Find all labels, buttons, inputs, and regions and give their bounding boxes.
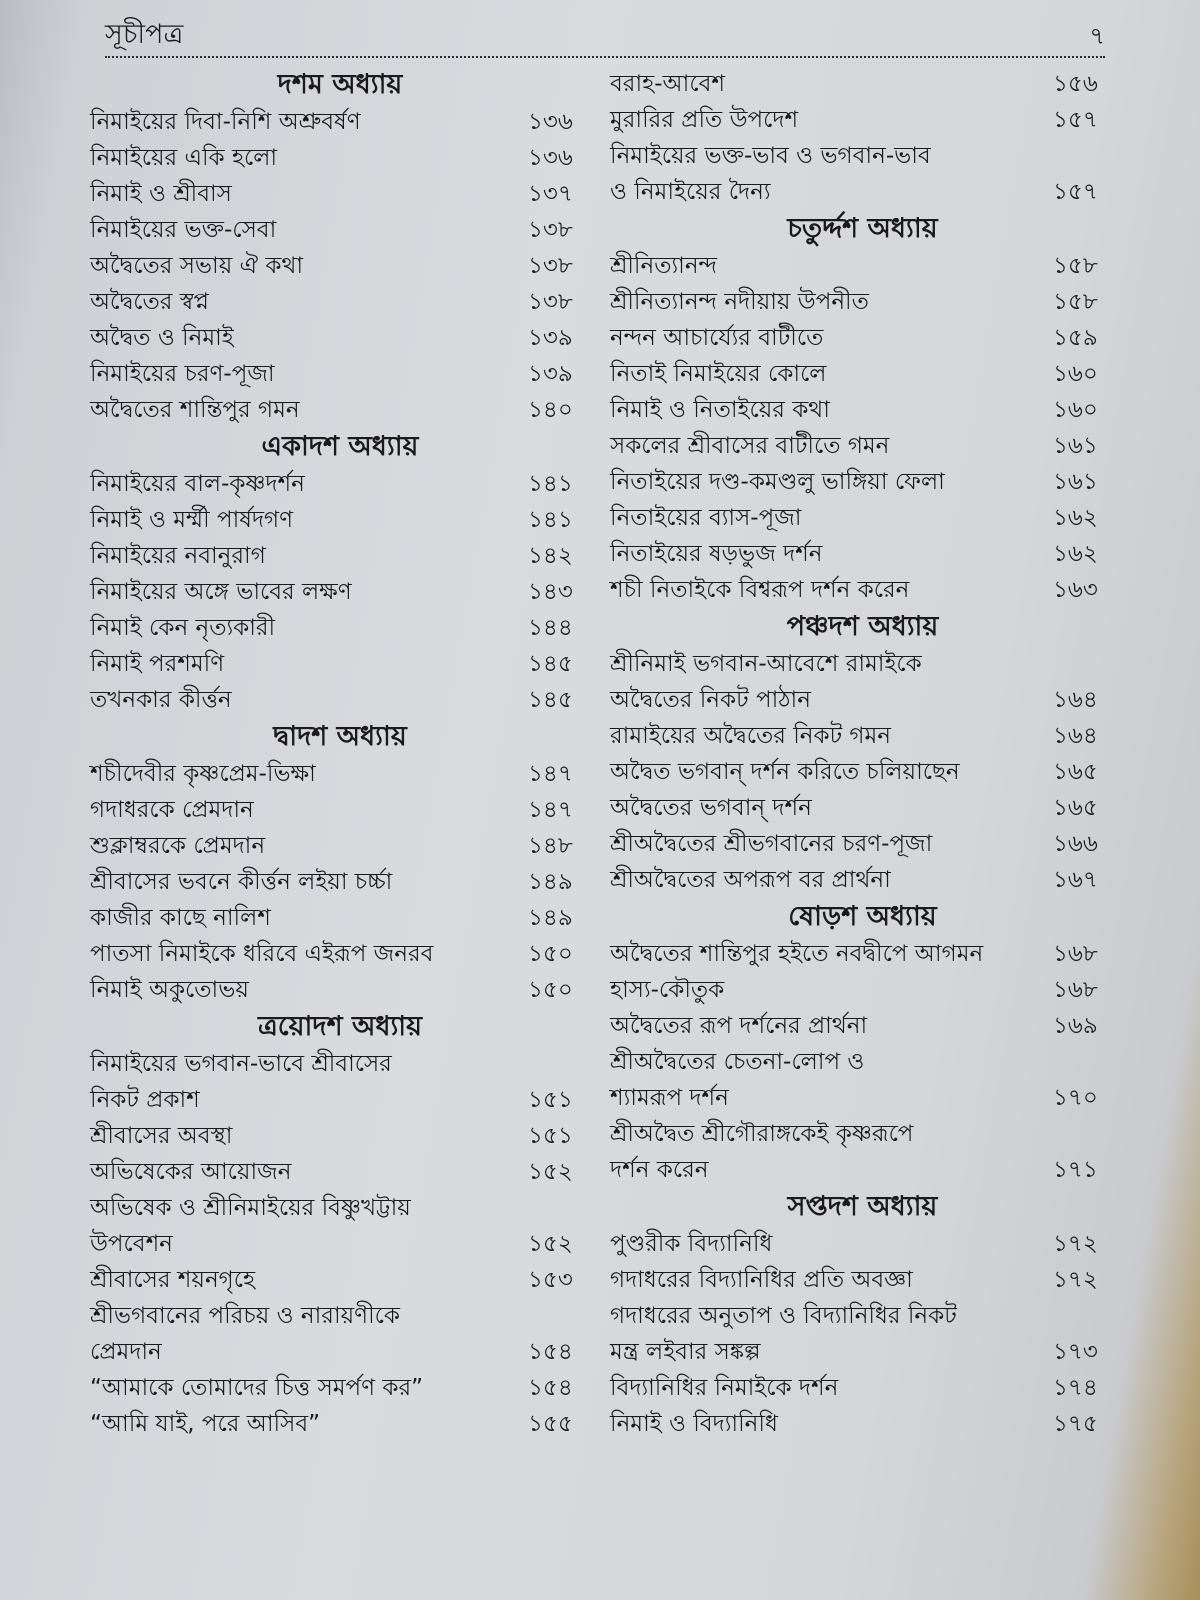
toc-entry[interactable] bbox=[90, 320, 590, 356]
entry-title: নিমাইয়ের অঙ্গে ভাবের লক্ষণ bbox=[90, 579, 352, 605]
entry-page-number: ১৬৭ bbox=[1053, 867, 1098, 893]
toc-entry[interactable] bbox=[610, 1008, 1115, 1044]
entry-page-number: ১৭২ bbox=[1053, 1267, 1098, 1293]
toc-entry[interactable] bbox=[610, 102, 1115, 138]
entry-title: শ্রীবাসের শয়নগৃহে bbox=[90, 1267, 256, 1293]
entry-page-number: ১৬৪ bbox=[1053, 687, 1098, 713]
toc-entry[interactable] bbox=[610, 66, 1115, 102]
entry-title: অদ্বৈতের ভগবান্ দর্শন bbox=[610, 795, 812, 821]
entry-page-number: ১৪১ bbox=[528, 471, 573, 497]
entry-title: নিমাইয়ের একি হলো bbox=[90, 145, 278, 171]
entry-page-number: ১৫৭ bbox=[1053, 179, 1098, 205]
entry-title: পুণ্ডরীক বিদ্যানিধি bbox=[610, 1231, 773, 1257]
toc-entry[interactable] bbox=[610, 1116, 1115, 1188]
entry-page-number: ১৬২ bbox=[1053, 505, 1098, 531]
entry-page-number: ১৫৮ bbox=[1053, 253, 1098, 279]
entry-page-number: ১৭০ bbox=[1053, 1085, 1098, 1111]
entry-page-number: ১৩৮ bbox=[528, 253, 573, 279]
toc-entry[interactable] bbox=[610, 1298, 1115, 1370]
toc-entry[interactable] bbox=[90, 936, 590, 972]
entry-page-number: ১৫৯ bbox=[1053, 325, 1098, 351]
entry-title: নিমাইয়ের ভক্ত-ভাব ও ভগবান-ভাব ও নিমাইয়ের দৈন্য bbox=[610, 143, 931, 205]
toc-entry[interactable] bbox=[90, 392, 590, 428]
entry-page-number: ১৪৫ bbox=[528, 687, 573, 713]
entry-page-number: ১৪৫ bbox=[528, 651, 573, 677]
entry-page-number: ১৭৫ bbox=[1053, 1411, 1098, 1437]
toc-entry[interactable] bbox=[90, 502, 590, 538]
toc-entry[interactable] bbox=[610, 972, 1115, 1008]
toc-entry[interactable] bbox=[90, 900, 590, 936]
page-number: ৭ bbox=[1089, 22, 1105, 50]
toc-entry[interactable] bbox=[90, 248, 590, 284]
entry-page-number: ১৩৬ bbox=[528, 109, 573, 135]
entry-title: শ্রীঅদ্বৈতের শ্রীভগবানের চরণ-পূজা bbox=[610, 831, 933, 857]
toc-entry[interactable] bbox=[610, 500, 1115, 536]
entry-page-number: ১৫৩ bbox=[528, 1267, 573, 1293]
entry-title: রামাইয়ের অদ্বৈতের নিকট গমন bbox=[610, 723, 892, 749]
entry-title: নিমাইয়ের নবানুরাগ bbox=[90, 543, 266, 569]
toc-entry[interactable] bbox=[90, 864, 590, 900]
entry-title: নিমাই ও শ্রীবাস bbox=[90, 181, 232, 207]
chapter-heading: চতুর্দ্দশ অধ্যায় bbox=[787, 213, 938, 244]
toc-entry[interactable] bbox=[90, 574, 590, 610]
entry-title: নিতাইয়ের দণ্ড-কমণ্ডলু ভাঙ্গিয়া ফেলা bbox=[610, 469, 945, 495]
entry-page-number: ১৫৫ bbox=[528, 1411, 573, 1437]
entry-title: “আমি যাই, পরে আসিব” bbox=[90, 1411, 321, 1437]
entry-page-number: ১৪৯ bbox=[528, 905, 573, 931]
entry-page-number: ১৪৭ bbox=[528, 761, 573, 787]
entry-page-number: ১৫৭ bbox=[1053, 107, 1098, 133]
entry-title: কাজীর কাছে নালিশ bbox=[90, 905, 271, 931]
entry-title: গদাধরের অনুতাপ ও বিদ্যানিধির নিকট মন্ত্র লইবার সঙ্কল্প bbox=[610, 1303, 957, 1365]
entry-page-number: ১৪০ bbox=[528, 397, 573, 423]
toc-entry[interactable] bbox=[90, 356, 590, 392]
toc-entry[interactable] bbox=[610, 536, 1115, 572]
entry-title: তখনকার কীর্ত্তন bbox=[90, 687, 232, 713]
entry-page-number: ১৪৩ bbox=[528, 579, 573, 605]
left-column bbox=[90, 66, 590, 1442]
toc-entry[interactable] bbox=[610, 862, 1115, 898]
entry-page-number: ১৫৬ bbox=[1053, 71, 1098, 97]
toc-entry[interactable] bbox=[90, 212, 590, 248]
entry-page-number: ১৬৪ bbox=[1053, 723, 1098, 749]
entry-page-number: ১৩৭ bbox=[528, 181, 573, 207]
entry-title: নিমাইয়ের দিবা-নিশি অশ্রুবর্ষণ bbox=[90, 109, 361, 135]
entry-page-number: ১৬৮ bbox=[1053, 941, 1098, 967]
toc-entry[interactable] bbox=[610, 1226, 1115, 1262]
toc-entry[interactable] bbox=[610, 1406, 1115, 1442]
toc-entry[interactable] bbox=[610, 754, 1115, 790]
entry-title: অভিষেক ও শ্রীনিমাইয়ের বিষ্ণুখট্টায় উপবেশন bbox=[90, 1195, 411, 1257]
toc-entry[interactable] bbox=[610, 1370, 1115, 1406]
entry-page-number: ১৬৫ bbox=[1053, 759, 1098, 785]
entry-title: শুক্লাম্বরকে প্রেমদান bbox=[90, 833, 266, 859]
entry-page-number: ১৫২ bbox=[528, 1159, 573, 1185]
entry-page-number: ১৭১ bbox=[1053, 1157, 1098, 1183]
entry-title: অভিষেকের আয়োজন bbox=[90, 1159, 292, 1185]
entry-page-number: ১৪১ bbox=[528, 507, 573, 533]
entry-page-number: ১৪৭ bbox=[528, 797, 573, 823]
entry-page-number: ১৫১ bbox=[528, 1087, 573, 1113]
entry-page-number: ১৬৩ bbox=[1053, 577, 1098, 603]
toc-entry[interactable] bbox=[610, 936, 1115, 972]
entry-title: শ্রীনিমাই ভগবান-আবেশে রামাইকে অদ্বৈতের নিকট পাঠান bbox=[610, 651, 922, 713]
entry-title: হাস্য-কৌতুক bbox=[610, 977, 725, 1003]
entry-title: নিমাই ও মর্ম্মী পার্ষদগণ bbox=[90, 507, 294, 533]
toc-entry[interactable] bbox=[610, 392, 1115, 428]
entry-page-number: ১৫৪ bbox=[528, 1375, 573, 1401]
toc-entry[interactable] bbox=[610, 646, 1115, 718]
entry-title: নিতাইয়ের ব্যাস-পূজা bbox=[610, 505, 802, 531]
entry-title: নিমাইয়ের ভগবান-ভাবে শ্রীবাসের নিকট প্রকাশ bbox=[90, 1051, 392, 1113]
entry-page-number: ১৬০ bbox=[1053, 397, 1098, 423]
toc-entry[interactable] bbox=[610, 428, 1115, 464]
toc-entry[interactable] bbox=[610, 356, 1115, 392]
entry-page-number: ১৪২ bbox=[528, 543, 573, 569]
toc-entry[interactable] bbox=[610, 1262, 1115, 1298]
entry-title: শ্রীঅদ্বৈত শ্রীগৌরাঙ্গকেই কৃষ্ণরূপে দর্শন করেন bbox=[610, 1121, 914, 1183]
entry-title: নিমাই কেন নৃত্যকারী bbox=[90, 615, 276, 641]
entry-title: নিমাইয়ের চরণ-পূজা bbox=[90, 361, 275, 387]
entry-title: অদ্বৈতের শান্তিপুর গমন bbox=[90, 397, 300, 423]
entry-page-number: ১৬১ bbox=[1053, 469, 1098, 495]
toc-entry[interactable] bbox=[90, 646, 590, 682]
right-column bbox=[610, 66, 1115, 1442]
entry-page-number: ১৪৯ bbox=[528, 869, 573, 895]
toc-entry[interactable] bbox=[90, 1262, 590, 1298]
toc-entry[interactable] bbox=[610, 248, 1115, 284]
entry-page-number: ১৩৮ bbox=[528, 217, 573, 243]
toc-entry[interactable] bbox=[90, 140, 590, 176]
toc-entry[interactable] bbox=[610, 138, 1115, 210]
entry-title: শচী নিতাইকে বিশ্বরূপ দর্শন করেন bbox=[610, 577, 910, 603]
entry-title: অদ্বৈতের শান্তিপুর হইতে নবদ্বীপে আগমন bbox=[610, 941, 984, 967]
chapter-heading: ত্রয়োদশ অধ্যায় bbox=[257, 1011, 423, 1042]
toc-entry[interactable] bbox=[610, 464, 1115, 500]
entry-title: নন্দন আচার্য্যের বাটীতে bbox=[610, 325, 824, 351]
entry-title: পাতসা নিমাইকে ধরিবে এইরূপ জনরব bbox=[90, 941, 434, 967]
page-header bbox=[105, 8, 1105, 56]
toc-entry[interactable] bbox=[90, 466, 590, 502]
entry-page-number: ১৭৩ bbox=[1053, 1339, 1098, 1365]
entry-title: শ্রীঅদ্বৈতের অপরূপ বর প্রার্থনা bbox=[610, 867, 891, 893]
chapter-heading: সপ্তদশ অধ্যায় bbox=[787, 1191, 938, 1222]
toc-entry[interactable] bbox=[90, 104, 590, 140]
toc-entry[interactable] bbox=[610, 572, 1115, 608]
toc-entry[interactable] bbox=[90, 1190, 590, 1262]
entry-title: নিমাই পরশমণি bbox=[90, 651, 225, 677]
toc-entry[interactable] bbox=[90, 792, 590, 828]
toc-entry[interactable] bbox=[610, 284, 1115, 320]
entry-title: শ্রীবাসের ভবনে কীর্ত্তন লইয়া চর্চ্চা bbox=[90, 869, 393, 895]
toc-entry[interactable] bbox=[90, 682, 590, 718]
toc-entry[interactable] bbox=[90, 284, 590, 320]
entry-page-number: ১৪৪ bbox=[528, 615, 573, 641]
header-divider bbox=[105, 56, 1105, 58]
entry-title: অদ্বৈতের সভায় ঐ কথা bbox=[90, 253, 304, 279]
toc-entry[interactable] bbox=[610, 790, 1115, 826]
toc-entry[interactable] bbox=[90, 538, 590, 574]
entry-page-number: ১৬৬ bbox=[1053, 831, 1098, 857]
entry-title: নিতাই নিমাইয়ের কোলে bbox=[610, 361, 827, 387]
chapter-heading: পঞ্চদশ অধ্যায় bbox=[786, 611, 939, 642]
entry-title: শ্রীভগবানের পরিচয় ও নারায়ণীকে প্রেমদান bbox=[90, 1303, 400, 1365]
entry-title: শচীদেবীর কৃষ্ণপ্রেম-ভিক্ষা bbox=[90, 761, 316, 787]
entry-title: শ্রীনিত্যানন্দ bbox=[610, 253, 718, 279]
entry-page-number: ১৩৯ bbox=[528, 325, 573, 351]
entry-page-number: ১৫০ bbox=[528, 941, 573, 967]
toc-entry[interactable] bbox=[90, 176, 590, 212]
entry-title: গদাধরের বিদ্যানিধির প্রতি অবজ্ঞা bbox=[610, 1267, 913, 1293]
entry-title: বিদ্যানিধির নিমাইকে দর্শন bbox=[610, 1375, 839, 1401]
toc-entry[interactable] bbox=[90, 1298, 590, 1370]
chapter-heading: একাদশ অধ্যায় bbox=[261, 431, 419, 462]
entry-page-number: ১৪৮ bbox=[528, 833, 573, 859]
entry-page-number: ১৬০ bbox=[1053, 361, 1098, 387]
entry-title: “আমাকে তোমাদের চিত্ত সমর্পণ কর” bbox=[90, 1375, 424, 1401]
toc-entry[interactable] bbox=[90, 1370, 590, 1406]
entry-title: নিমাই অকুতোভয় bbox=[90, 977, 249, 1003]
entry-page-number: ১৩৯ bbox=[528, 361, 573, 387]
chapter-heading: দশম অধ্যায় bbox=[277, 69, 403, 100]
entry-title: অদ্বৈতের রূপ দর্শনের প্রার্থনা bbox=[610, 1013, 868, 1039]
entry-page-number: ১৫০ bbox=[528, 977, 573, 1003]
entry-page-number: ১৭২ bbox=[1053, 1231, 1098, 1257]
toc-entry[interactable] bbox=[90, 1406, 590, 1442]
chapter-heading: ষোড়শ অধ্যায় bbox=[788, 901, 937, 932]
toc-entry[interactable] bbox=[610, 718, 1115, 754]
toc-entry[interactable] bbox=[90, 610, 590, 646]
page-title: সূচীপত্র bbox=[105, 19, 184, 50]
entry-title: সকলের শ্রীবাসের বাটীতে গমন bbox=[610, 433, 890, 459]
entry-title: শ্রীবাসের অবস্থা bbox=[90, 1123, 233, 1149]
toc-page bbox=[60, 0, 1120, 1600]
entry-title: নিতাইয়ের ষড়ভুজ দর্শন bbox=[610, 541, 823, 567]
entry-title: গদাধরকে প্রেমদান bbox=[90, 797, 254, 823]
toc-entry[interactable] bbox=[90, 828, 590, 864]
entry-title: মুরারির প্রতি উপদেশ bbox=[610, 107, 799, 133]
entry-page-number: ১৫২ bbox=[528, 1231, 573, 1257]
entry-page-number: ১৬৯ bbox=[1053, 1013, 1098, 1039]
entry-title: অদ্বৈত ভগবান্ দর্শন করিতে চলিয়াছেন bbox=[610, 759, 960, 785]
toc-entry[interactable] bbox=[90, 1046, 590, 1118]
entry-page-number: ১৫৪ bbox=[528, 1339, 573, 1365]
entry-page-number: ১৬২ bbox=[1053, 541, 1098, 567]
toc-entry[interactable] bbox=[610, 826, 1115, 862]
entry-title: নিমাইয়ের বাল-কৃষ্ণদর্শন bbox=[90, 471, 305, 497]
entry-title: নিমাই ও বিদ্যানিধি bbox=[610, 1411, 778, 1437]
toc-entry[interactable] bbox=[610, 1044, 1115, 1116]
entry-title: শ্রীঅদ্বৈতের চেতনা-লোপ ও শ্যামরূপ দর্শন bbox=[610, 1049, 865, 1111]
entry-title: নিমাইয়ের ভক্ত-সেবা bbox=[90, 217, 277, 243]
toc-entry[interactable] bbox=[90, 1154, 590, 1190]
entry-title: বরাহ-আবেশ bbox=[610, 71, 725, 97]
entry-title: নিমাই ও নিতাইয়ের কথা bbox=[610, 397, 830, 423]
entry-page-number: ১৩৮ bbox=[528, 289, 573, 315]
toc-entry[interactable] bbox=[90, 1118, 590, 1154]
chapter-heading: দ্বাদশ অধ্যায় bbox=[273, 721, 407, 752]
entry-page-number: ১৬৮ bbox=[1053, 977, 1098, 1003]
toc-entry[interactable] bbox=[90, 756, 590, 792]
entry-page-number: ১৫৮ bbox=[1053, 289, 1098, 315]
entry-page-number: ১৬৫ bbox=[1053, 795, 1098, 821]
toc-entry[interactable] bbox=[610, 320, 1115, 356]
entry-page-number: ১৫১ bbox=[528, 1123, 573, 1149]
entry-page-number: ১৩৬ bbox=[528, 145, 573, 171]
entry-page-number: ১৬১ bbox=[1053, 433, 1098, 459]
entry-page-number: ১৭৪ bbox=[1053, 1375, 1098, 1401]
entry-title: অদ্বৈত ও নিমাই bbox=[90, 325, 234, 351]
toc-entry[interactable] bbox=[90, 972, 590, 1008]
entry-title: অদ্বৈতের স্বপ্ন bbox=[90, 289, 209, 315]
entry-title: শ্রীনিত্যানন্দ নদীয়ায় উপনীত bbox=[610, 289, 869, 315]
